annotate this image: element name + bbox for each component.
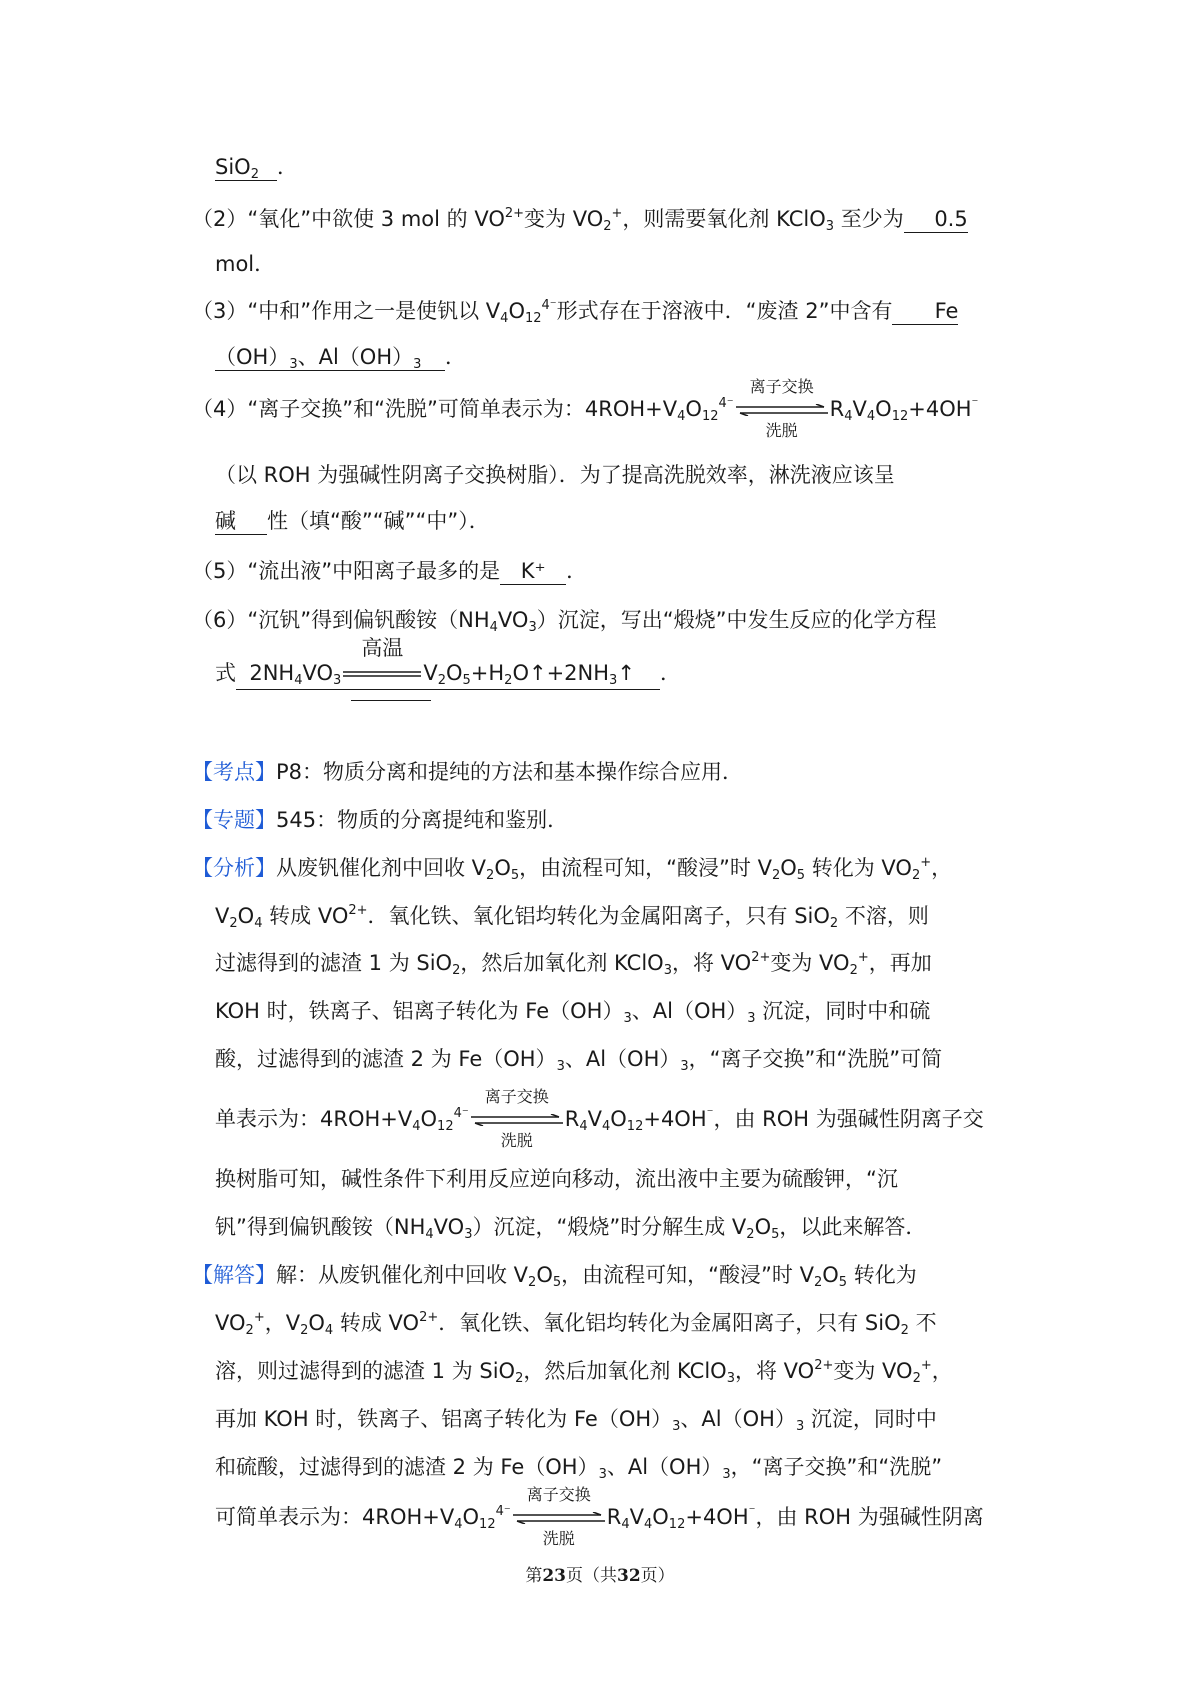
fenxi: 【分析】从废钒催化剂中回收 $V_2O_5$，由流程可知，“酸浸”时 $V_2O_5$ 转化为 $VO_2^+$，: [192, 855, 953, 883]
zhuanti-label: 【专题】: [192, 808, 276, 832]
reversible-arrow: [736, 377, 828, 440]
fenxi-4: KOH 时，铁离子、铝离子转化为 $Fe(OH)_3$、$Al(OH)_3$ 沉淀，同时中和硫: [215, 999, 931, 1026]
answer-blank: 碱: [215, 508, 267, 535]
underline-extra: [351, 700, 431, 701]
page-number: 23: [542, 1566, 566, 1586]
footer-mid: 页（共: [566, 1566, 617, 1586]
page-footer: [0, 1561, 1200, 1586]
answer-line-1-end: SiO$_2$ ．: [215, 155, 298, 182]
jieda-3: 溶，则过滤得到的滤渣 1 为 SiO$_2$，然后加氧化剂 KClO$_3$，将 $VO^{2+}$变为 $VO_2^+$，: [215, 1358, 953, 1386]
question-2: （2）“氧化”中欲使 3 mol 的 $VO^{2+}$变为 $VO_2^+$，则需要氧化剂 KClO$_3$ 至少为 0.5: [192, 206, 968, 234]
arrow-label-bottom: 洗脱: [542, 1529, 575, 1548]
answer-blank: $2NH_4VO_3$ 高温 $V_2O_5+H_2O↑+2NH_3↑$: [236, 659, 660, 690]
kaodian-text: P8：物质分离和提纯的方法和基本操作综合应用．: [276, 760, 744, 784]
arrow-label-top: 高温: [361, 636, 404, 660]
jieda-2: $VO_2^+$，$V_2O_4$ 转成 $VO^{2+}$．氧化铁、氧化铝均转化为金属阳离子，只有 SiO$_2$ 不: [215, 1310, 937, 1338]
fenxi-label: 【分析】: [192, 856, 276, 880]
kaodian-label: 【考点】: [192, 760, 276, 784]
question-3: （3）“中和”作用之一是使钒以 $V_4O_{12}^{4^-}$形式存在于溶液中．“废渣 2”中含有 Fe: [192, 298, 959, 326]
jieda-label: 【解答】: [192, 1263, 276, 1287]
question-6-cont: 式 $2NH_4VO_3$ 高温 $V_2O_5+H_2O↑+2NH_3↑$ ．: [215, 636, 681, 688]
fenxi-3: 过滤得到的滤渣 1 为 SiO$_2$，然后加氧化剂 KClO$_3$，将 $VO^{2+}$变为 $VO_2^+$，再加: [215, 950, 932, 978]
fenxi-8: 钒”得到偏钒酸铵$(NH_4VO_3)$沉淀，“煅烧”时分解生成 $V_2O_5$，以此来解答．: [215, 1215, 927, 1242]
question-6: （6）“沉钒”得到偏钒酸铵$(NH_4VO_3)$沉淀，写出“煅烧”中发生反应的化学方程: [192, 608, 937, 635]
fenxi-7: 换树脂可知，碱性条件下利用反应逆向移动，流出液中主要为硫酸钾，“沉: [215, 1167, 898, 1191]
zhuanti-text: 545：物质的分离提纯和鉴别．: [276, 808, 569, 832]
total-pages: 32: [617, 1566, 641, 1586]
arrow-label-top: 离子交换: [484, 1087, 549, 1106]
answer-blank: Fe: [892, 298, 958, 325]
zhuanti: [192, 805, 568, 835]
reversible-arrow: [471, 1087, 563, 1150]
reversible-arrow: [513, 1485, 605, 1548]
kaodian: [192, 757, 743, 787]
heat-arrow: [343, 636, 421, 689]
answer-blank: K⁺: [500, 558, 566, 585]
jieda-4: 再加 KOH 时，铁离子、铝离子转化为 $Fe(OH)_3$、$Al(OH)_3$ 沉淀，同时中: [215, 1407, 937, 1434]
answer-blank: SiO$_2$: [215, 154, 277, 181]
fenxi-5: 酸，过滤得到的滤渣 2 为 $Fe(OH)_3$、$Al(OH)_3$，“离子交换”和“洗脱”可简: [215, 1047, 943, 1074]
arrow-label-top: 离子交换: [749, 377, 814, 396]
jieda-6: 可简单表示为：$4ROH+V_4O_{12}^{4^-}$ 离子交换 洗脱 $R_4V_4O_{12}+4OH^{^-}$，由 ROH 为强碱性阴离: [215, 1485, 984, 1548]
footer-suffix: 页）: [640, 1566, 675, 1586]
question-4: （4）“离子交换”和“洗脱”可简单表示为：$4ROH+V_4O_{12}^{4^-}$ 离子交换 洗脱 $R_4V_4O_{12}+4OH^{^-}$: [192, 377, 979, 440]
question-5: （5）“流出液”中阳离子最多的是 K⁺ ．: [192, 559, 588, 583]
arrow-label-top: 离子交换: [526, 1485, 591, 1504]
arrow-label-bottom: 洗脱: [765, 421, 798, 440]
jieda-5: 和硫酸，过滤得到的滤渣 2 为 $Fe(OH)_3$、$Al(OH)_3$，“离子交换”和“洗脱”: [215, 1455, 943, 1482]
question-4-cont2: 碱 性（填“酸”“碱”“中”）．: [215, 509, 490, 533]
question-4-cont: （以 ROH 为强碱性阴离子交换树脂）．为了提高洗脱效率，淋洗液应该呈: [215, 463, 895, 487]
unit-text: mol．: [215, 252, 276, 276]
jieda: 【解答】解：从废钒催化剂中回收 $V_2O_5$，由流程可知，“酸浸”时 $V_2O_5$ 转化为: [192, 1263, 917, 1290]
footer-prefix: 第: [525, 1566, 543, 1586]
answer-blank: $(OH)_3$、$Al(OH)_3$: [215, 344, 445, 371]
answer-blank: 0.5: [904, 206, 968, 233]
question-3-cont: $(OH)_3$、$Al(OH)_3$ ．: [215, 345, 466, 372]
fenxi-6: 单表示为：$4ROH+V_4O_{12}^{4^-}$ 离子交换 洗脱 $R_4V_4O_{12}+4OH^{^-}$，由 ROH 为强碱性阴离子交: [215, 1087, 984, 1150]
arrow-label-bottom: 洗脱: [500, 1131, 533, 1150]
fenxi-2: $V_2O_4$ 转成 $VO^{2+}$．氧化铁、氧化铝均转化为金属阳离子，只有 SiO$_2$ 不溶，则: [215, 903, 929, 931]
